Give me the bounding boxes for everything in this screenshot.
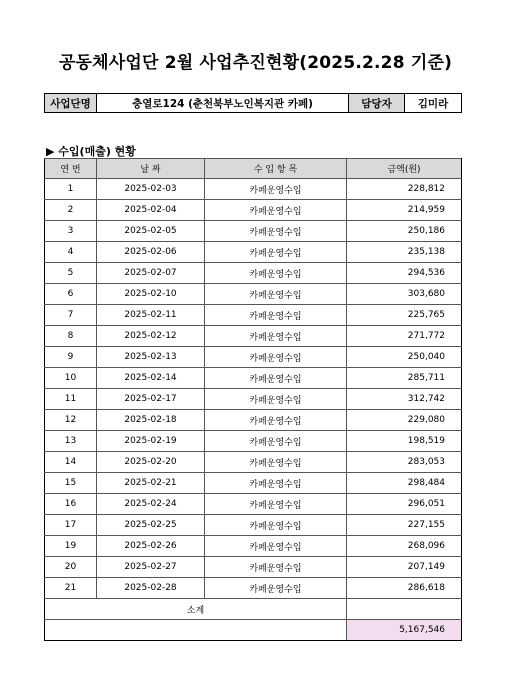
row-date: 2025-02-25 xyxy=(97,515,205,536)
row-amount: 312,742 xyxy=(347,389,462,410)
revenue-table xyxy=(44,158,462,641)
row-amount: 235,138 xyxy=(347,242,462,263)
row-item: 카페운영수입 xyxy=(205,431,347,452)
row-no: 9 xyxy=(45,347,97,368)
row-no: 13 xyxy=(45,431,97,452)
row-no: 4 xyxy=(45,242,97,263)
table-row xyxy=(45,536,462,557)
row-item: 카페운영수입 xyxy=(205,221,347,242)
row-no: 7 xyxy=(45,305,97,326)
table-row xyxy=(45,347,462,368)
row-item: 카페운영수입 xyxy=(205,179,347,200)
row-no: 1 xyxy=(45,179,97,200)
row-amount: 214,959 xyxy=(347,200,462,221)
row-no: 8 xyxy=(45,326,97,347)
business-label: 사업단명 xyxy=(45,94,97,113)
table-row xyxy=(45,221,462,242)
row-date: 2025-02-12 xyxy=(97,326,205,347)
total-blank xyxy=(45,620,347,641)
row-amount: 228,812 xyxy=(347,179,462,200)
row-date: 2025-02-10 xyxy=(97,284,205,305)
row-amount: 294,536 xyxy=(347,263,462,284)
row-date: 2025-02-05 xyxy=(97,221,205,242)
row-amount: 285,711 xyxy=(347,368,462,389)
table-row xyxy=(45,200,462,221)
row-no: 17 xyxy=(45,515,97,536)
row-amount: 283,053 xyxy=(347,452,462,473)
row-amount: 207,149 xyxy=(347,557,462,578)
table-row xyxy=(45,389,462,410)
table-row xyxy=(45,473,462,494)
row-amount: 298,484 xyxy=(347,473,462,494)
row-date: 2025-02-04 xyxy=(97,200,205,221)
row-amount: 229,080 xyxy=(347,410,462,431)
row-item: 카페운영수입 xyxy=(205,578,347,599)
row-amount: 286,618 xyxy=(347,578,462,599)
header-amount: 금액(원) xyxy=(347,159,462,179)
header-date: 날 짜 xyxy=(97,159,205,179)
row-date: 2025-02-07 xyxy=(97,263,205,284)
row-amount: 271,772 xyxy=(347,326,462,347)
row-item: 카페운영수입 xyxy=(205,305,347,326)
row-no: 14 xyxy=(45,452,97,473)
row-date: 2025-02-17 xyxy=(97,389,205,410)
row-date: 2025-02-28 xyxy=(97,578,205,599)
table-row xyxy=(45,242,462,263)
manager-label: 담당자 xyxy=(349,94,405,113)
row-amount: 250,186 xyxy=(347,221,462,242)
manager-name: 김미라 xyxy=(405,94,462,113)
row-date: 2025-02-18 xyxy=(97,410,205,431)
table-row xyxy=(45,578,462,599)
table-row xyxy=(45,305,462,326)
row-date: 2025-02-13 xyxy=(97,347,205,368)
row-item: 카페운영수입 xyxy=(205,263,347,284)
row-date: 2025-02-20 xyxy=(97,452,205,473)
row-no: 6 xyxy=(45,284,97,305)
row-no: 15 xyxy=(45,473,97,494)
table-row xyxy=(45,515,462,536)
row-item: 카페운영수입 xyxy=(205,410,347,431)
row-date: 2025-02-03 xyxy=(97,179,205,200)
row-date: 2025-02-11 xyxy=(97,305,205,326)
table-row xyxy=(45,557,462,578)
info-table xyxy=(44,93,462,113)
table-row xyxy=(45,284,462,305)
row-no: 10 xyxy=(45,368,97,389)
row-amount: 225,765 xyxy=(347,305,462,326)
row-date: 2025-02-26 xyxy=(97,536,205,557)
row-item: 카페운영수입 xyxy=(205,515,347,536)
row-no: 5 xyxy=(45,263,97,284)
row-item: 카페운영수입 xyxy=(205,557,347,578)
row-item: 카페운영수입 xyxy=(205,473,347,494)
table-row xyxy=(45,431,462,452)
table-row xyxy=(45,410,462,431)
row-item: 카페운영수입 xyxy=(205,368,347,389)
row-amount: 198,519 xyxy=(347,431,462,452)
row-date: 2025-02-06 xyxy=(97,242,205,263)
subtotal-empty xyxy=(347,599,462,620)
row-date: 2025-02-14 xyxy=(97,368,205,389)
header-item: 수 입 항 목 xyxy=(205,159,347,179)
row-item: 카페운영수입 xyxy=(205,389,347,410)
table-row xyxy=(45,263,462,284)
table-row xyxy=(45,326,462,347)
row-date: 2025-02-19 xyxy=(97,431,205,452)
row-item: 카페운영수입 xyxy=(205,200,347,221)
header-no: 연 번 xyxy=(45,159,97,179)
table-row xyxy=(45,494,462,515)
row-date: 2025-02-21 xyxy=(97,473,205,494)
table-row xyxy=(45,179,462,200)
row-amount: 268,096 xyxy=(347,536,462,557)
row-no: 21 xyxy=(45,578,97,599)
row-amount: 227,155 xyxy=(347,515,462,536)
row-amount: 303,680 xyxy=(347,284,462,305)
row-date: 2025-02-24 xyxy=(97,494,205,515)
subtotal-label: 소계 xyxy=(45,599,347,620)
row-item: 카페운영수입 xyxy=(205,452,347,473)
row-date: 2025-02-27 xyxy=(97,557,205,578)
row-amount: 296,051 xyxy=(347,494,462,515)
table-row xyxy=(45,368,462,389)
page-title: 공동체사업단 2월 사업추진현황(2025.2.28 기준) xyxy=(58,53,453,73)
section-title: ▶ 수입(매출) 현황 xyxy=(46,145,136,158)
row-item: 카페운영수입 xyxy=(205,494,347,515)
business-name: 충열로124 (춘천북부노인복지관 카페) xyxy=(97,94,349,113)
row-no: 12 xyxy=(45,410,97,431)
table-row xyxy=(45,452,462,473)
row-item: 카페운영수입 xyxy=(205,242,347,263)
row-item: 카페운영수입 xyxy=(205,536,347,557)
row-no: 3 xyxy=(45,221,97,242)
row-amount: 250,040 xyxy=(347,347,462,368)
row-no: 16 xyxy=(45,494,97,515)
row-no: 20 xyxy=(45,557,97,578)
row-no: 11 xyxy=(45,389,97,410)
row-no: 2 xyxy=(45,200,97,221)
total-amount: 5,167,546 xyxy=(347,620,462,641)
row-item: 카페운영수입 xyxy=(205,284,347,305)
row-item: 카페운영수입 xyxy=(205,347,347,368)
row-no: 19 xyxy=(45,536,97,557)
row-item: 카페운영수입 xyxy=(205,326,347,347)
